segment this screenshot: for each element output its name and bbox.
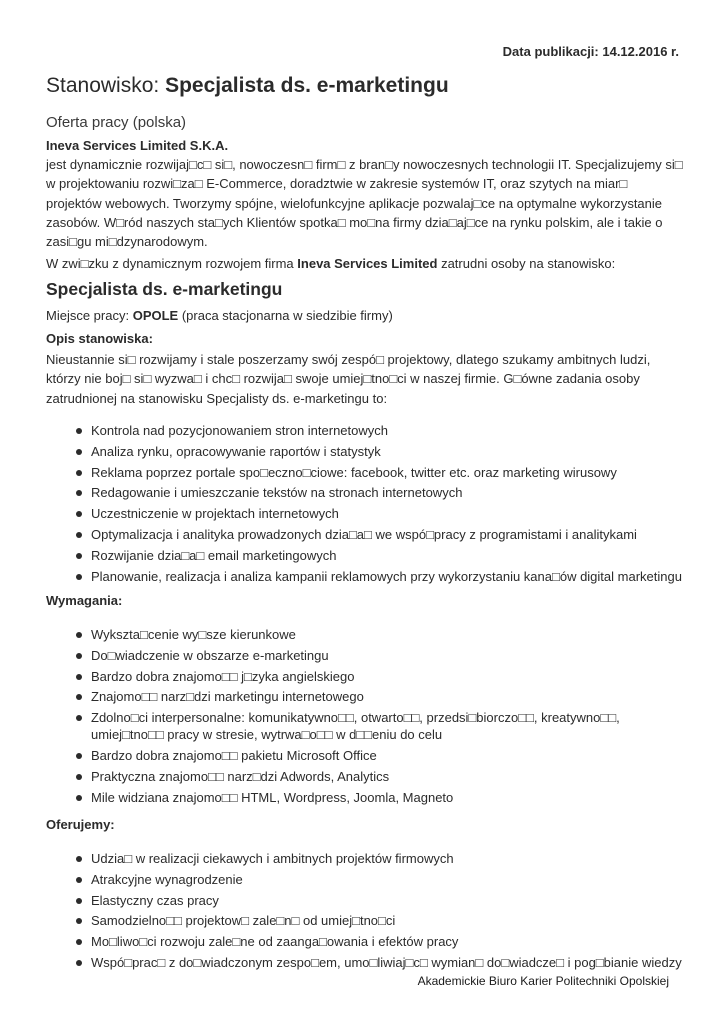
list-item-text: Reklama poprzez portale spo□eczno□ciowe: facebook, twitter etc. oraz marketing wirusowy [91, 464, 617, 480]
list-item-text: Do□wiadczenie w obszarze e-marketingu [91, 647, 329, 663]
tasks-list [46, 422, 696, 588]
offer-list [46, 850, 696, 975]
list-item-text: Analiza rynku, opracowywanie raportów i statystyk [91, 443, 381, 459]
hire-line-after: zatrudni osoby na stanowisko: [437, 256, 616, 271]
bullet-icon [76, 694, 82, 700]
bullet-icon [76, 753, 82, 759]
requirements-list [46, 626, 696, 809]
list-item-text: Udzia□ w realizacji ciekawych i ambitnych projektów firmowych [91, 851, 454, 866]
list-item [46, 526, 696, 543]
list-item-text: Mile widziana znajomo□□ HTML, Wordpress, Joomla, Magneto [91, 789, 454, 805]
hire-line [46, 256, 615, 271]
list-item-text: Elastyczny czas pracy [91, 892, 219, 908]
description-label: Opis stanowiska: [46, 331, 153, 346]
bullet-icon [76, 795, 82, 801]
list-item-text: Wykszta□cenie wy□sze kierunkowe [91, 627, 296, 642]
position-heading: Specjalista ds. e-marketingu [46, 279, 283, 299]
list-item [46, 422, 696, 439]
list-item [46, 912, 696, 929]
list-item-text: Uczestniczenie w projektach internetowych [91, 506, 339, 522]
bullet-icon [76, 939, 82, 945]
bullet-icon [76, 856, 82, 862]
offer-label: Oferujemy: [46, 817, 115, 832]
list-item-text: Atrakcyjne wynagrodzenie [91, 871, 243, 887]
bullet-icon [76, 553, 82, 559]
list-item [46, 709, 696, 743]
description-text: Nieustannie si□ rozwijamy i stale poszerzamy swój zespó□ projektowy, dlatego szukamy ambitnych ludzi, którzy nie boj□ si□ wyzwa□ i chc□ rozwija□ swoje umiej□tno□ci w naszej firmie. G□ówne zadania osoby zatrudnionej na stanowisku Specjalisty ds. e-marketingu to: [46, 352, 651, 406]
list-item [46, 933, 696, 950]
bullet-icon [76, 490, 82, 496]
company-intro: jest dynamicznie rozwijaj□c□ si□, nowoczesn□ firm□ z bran□y nowoczesnych technologii IT. Specjalizujemy si□ w projektowaniu rozwi□za□ E-Commerce, doradztwie w zakresie systemów IT, oraz szytych na miar□ projektów webowych. Tworzymy spójne, wielofunkcyjne aplikacje pozwalaj□ce na optymalne wykorzystanie zasobów. W□ród naszych sta□ych Klientów spotka□ mo□na firmy dzia□aj□ce na rynku polskim, ale i takie o zasi□gu mi□dzynarodowym. [46, 157, 683, 250]
bullet-icon [76, 715, 82, 721]
hire-line-company: Ineva Services Limited [297, 256, 438, 271]
bullet-icon [76, 574, 82, 580]
bullet-icon [76, 898, 82, 904]
list-item [46, 954, 696, 971]
bullet-icon [76, 774, 82, 780]
bullet-icon [76, 960, 82, 966]
bullet-icon [76, 449, 82, 455]
list-item [46, 747, 696, 764]
list-item-text: Bardzo dobra znajomo□□ j□zyka angielskiego [91, 668, 355, 684]
list-item-text: Optymalizacja i analityka prowadzonych dzia□a□ we wspó□pracy z programistami i analitykami [91, 526, 637, 542]
page-title [46, 74, 449, 98]
list-item [46, 871, 696, 888]
bullet-icon [76, 428, 82, 434]
company-name: Ineva Services Limited S.K.A. [46, 138, 229, 153]
list-item-text: Rozwijanie dzia□a□ email marketingowych [91, 547, 337, 563]
bullet-icon [76, 653, 82, 659]
work-place-city: OPOLE [132, 308, 179, 323]
list-item [46, 688, 696, 705]
bullet-icon [76, 511, 82, 517]
title-position: Specjalista ds. e-marketingu [165, 74, 449, 97]
list-item [46, 768, 696, 785]
list-item-text: Kontrola nad pozycjonowaniem stron internetowych [91, 423, 389, 438]
list-item [46, 505, 696, 522]
work-place-detail: (praca stacjonarna w siedzibie firmy) [178, 308, 393, 323]
list-item-text: Mo□liwo□ci rozwoju zale□ne od zaanga□owania i efektów pracy [91, 934, 459, 950]
title-prefix: Stanowisko: [46, 74, 166, 97]
list-item-text: Wspó□prac□ z do□wiadczonym zespo□em, umo□liwiaj□c□ wymian□ do□wiadcze□ i pog□bianie wiedzy [91, 954, 682, 970]
list-item [46, 626, 696, 643]
bullet-icon [76, 918, 82, 924]
list-item [46, 547, 696, 564]
list-item [46, 464, 696, 481]
list-item-text: Redagowanie i umieszczanie tekstów na stronach internetowych [91, 485, 463, 501]
list-item-text: Planowanie, realizacja i analiza kampanii reklamowych przy wykorzystaniu kana□ów digital marketingu [91, 568, 682, 584]
bullet-icon [76, 532, 82, 538]
list-item-text: Zdolno□ci interpersonalne: komunikatywno□□, otwarto□□, przedsi□biorczo□□, kreatywno□□, umiej□tno□□ pracy w stresie, wytrwa□o□□ w d□□eniu do celu [91, 710, 620, 743]
list-item [46, 789, 696, 806]
offer-type: Oferta pracy (polska) [46, 114, 187, 131]
hire-line-before: W zwi□zku z dynamicznym rozwojem firma [46, 256, 298, 271]
publication-date: Data publikacji: 14.12.2016 r. [502, 44, 679, 59]
work-place [46, 308, 393, 323]
list-item [46, 892, 696, 909]
list-item [46, 443, 696, 460]
list-item-text: Znajomo□□ narz□dzi marketingu internetowego [91, 689, 364, 705]
list-item [46, 568, 696, 585]
footer-text: Akademickie Biuro Karier Politechniki Opolskiej [417, 974, 669, 988]
list-item-text: Praktyczna znajomo□□ narz□dzi Adwords, Analytics [91, 768, 390, 784]
bullet-icon [76, 877, 82, 883]
list-item [46, 647, 696, 664]
bullet-icon [76, 470, 82, 476]
list-item-text: Samodzielno□□ projektow□ zale□n□ od umiej□tno□ci [91, 913, 396, 929]
work-place-label: Miejsce pracy: [46, 308, 133, 323]
list-item [46, 668, 696, 685]
requirements-label: Wymagania: [46, 593, 123, 608]
list-item [46, 484, 696, 501]
bullet-icon [76, 674, 82, 680]
list-item-text: Bardzo dobra znajomo□□ pakietu Microsoft Office [91, 747, 377, 763]
list-item [46, 850, 696, 867]
bullet-icon [76, 632, 82, 638]
